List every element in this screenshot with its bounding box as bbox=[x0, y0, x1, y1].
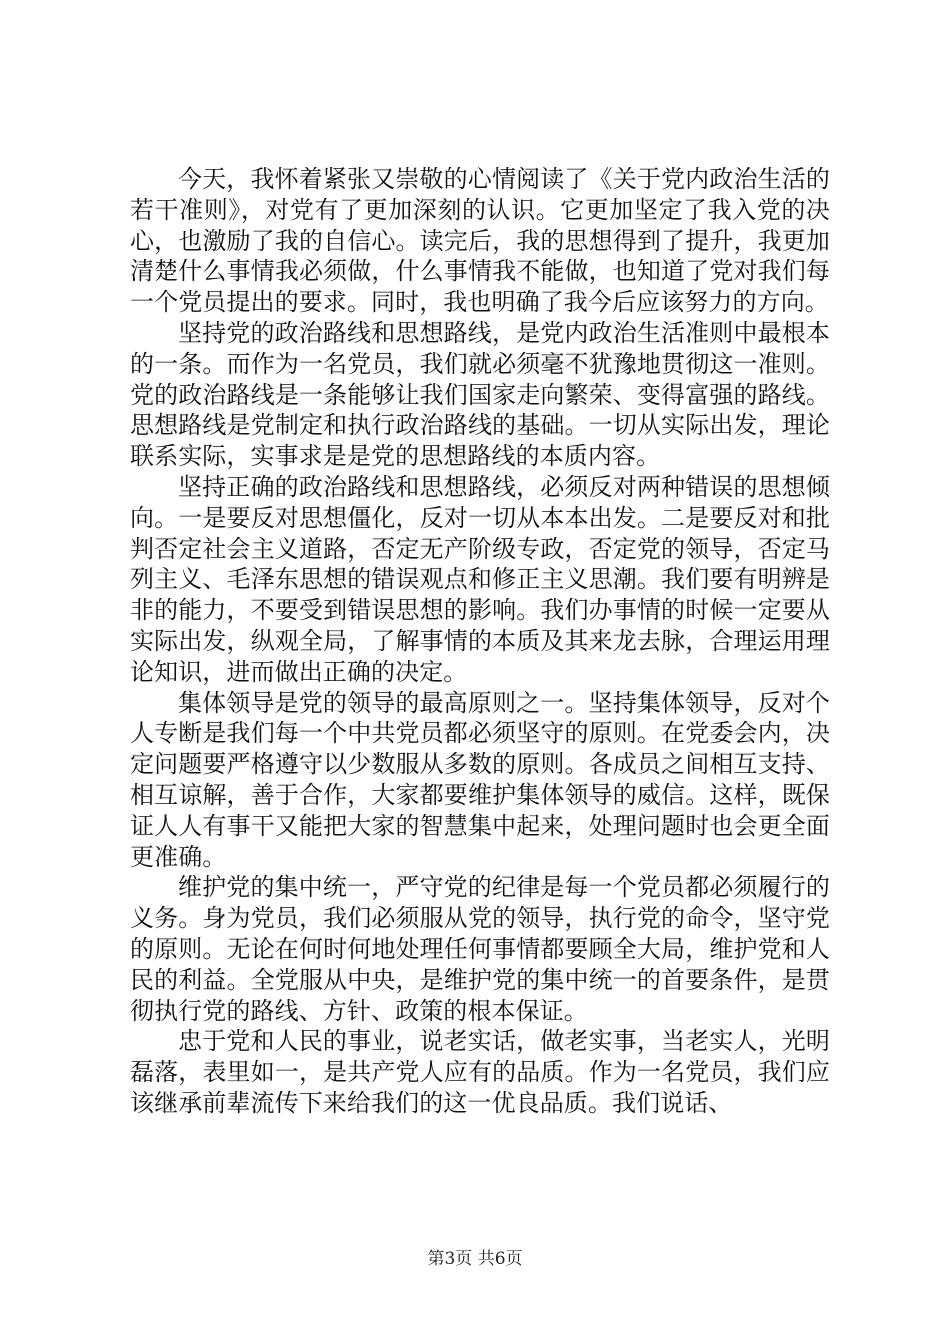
document-body bbox=[130, 164, 830, 1119]
paragraph-5: 维护党的集中统一，严守党的纪律是每一个党员都必须履行的义务。身为党员，我们必须服从党的领导，执行党的命令，坚守党的原则。无论在何时何地处理任何事情都要顾全大局，维护党和人民的利益。全党服从中央，是维护党的集中统一的首要条件，是贯彻执行党的路线、方针、政策的根本保证。 bbox=[130, 873, 830, 1025]
page-number-footer: 第3页 共6页 bbox=[427, 1249, 523, 1269]
paragraph-6: 忠于党和人民的事业，说老实话，做老实事，当老实人，光明磊落，表里如一，是共产党人应有的品质。作为一名党员，我们应该继承前辈流传下来给我们的这一优良品质。我们说话、 bbox=[130, 1027, 830, 1117]
paragraph-2: 坚持党的政治路线和思想路线，是党内政治生活准则中最根本的一条。而作为一名党员，我们就必须毫不犹豫地贯彻这一准则。党的政治路线是一条能够让我们国家走向繁荣、变得富强的路线。思想路线是党制定和执行政治路线的基础。一切从实际出发，理论联系实际，实事求是是党的思想路线的本质内容。 bbox=[130, 318, 830, 471]
paragraph-4: 集体领导是党的领导的最高原则之一。坚持集体领导，反对个人专断是我们每一个中共党员都必须坚守的原则。在党委会内，决定问题要严格遵守以少数服从多数的原则。各成员之间相互支持、相互谅解，善于合作，大家都要维护集体领导的威信。这样，既保证人人有事干又能把大家的智慧集中起来，处理问题时也会更全面更准确。 bbox=[130, 688, 830, 871]
paragraph-3: 坚持正确的政治路线和思想路线，必须反对两种错误的思想倾向。一是要反对思想僵化，反对一切从本本出发。二是要反对和批判否定社会主义道路，否定无产阶级专政，否定党的领导，否定马列主义、毛泽东思想的错误观点和修正主义思潮。我们要有明辨是非的能力，不要受到错误思想的影响。我们办事情的时候一定要从实际出发，纵观全局，了解事情的本质及其来龙去脉，合理运用理论知识，进而做出正确的决定。 bbox=[130, 472, 830, 686]
paragraph-1: 今天，我怀着紧张又崇敬的心情阅读了《关于党内政治生活的若干准则》，对党有了更加深刻的认识。它更加坚定了我入党的决心，也激励了我的自信心。读完后，我的思想得到了提升，我更加清楚什么事情我必须做，什么事情我不能做，也知道了党对我们每一个党员提出的要求。同时，我也明确了我今后应该努力的方向。 bbox=[130, 165, 830, 317]
